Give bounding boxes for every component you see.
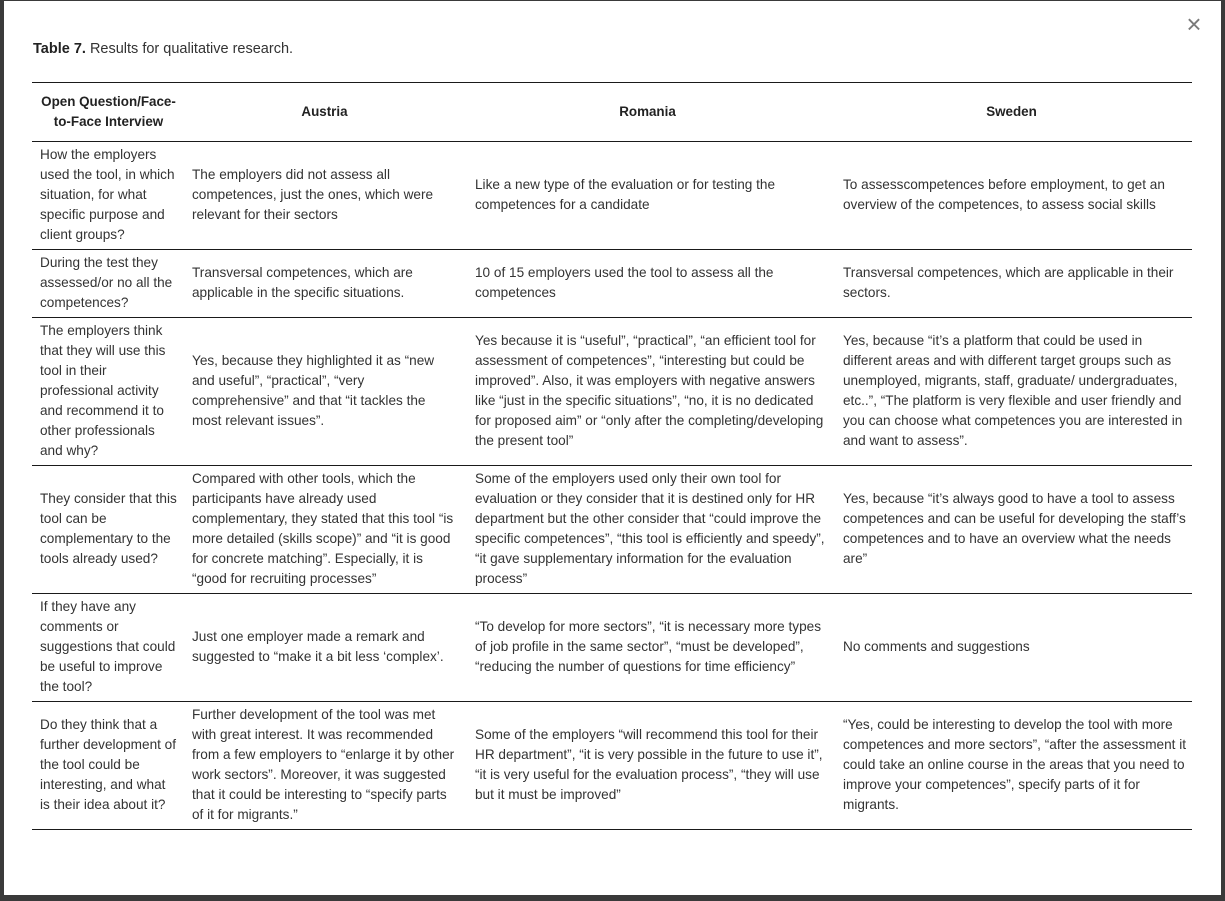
header-romania: Romania — [464, 83, 831, 142]
cell-romania: Yes because it is “useful”, “practical”, “an efficient tool for assessment of competences”, “interesting but could be improved”. Also, it was employers with negative answers like “just in the specific situations”, “no, it is no dedicated for proposed aim” or “only after the completing/developing the present tool” — [464, 318, 831, 466]
close-icon[interactable]: × — [1186, 9, 1202, 39]
cell-romania: Like a new type of the evaluation or for testing the competences for a candidate — [464, 142, 831, 250]
cell-romania: Some of the employers used only their own tool for evaluation or they consider that it is destined only for HR department but the other consider that “could improve the specific competences”, “this tool is efficiently and speedy”, “it gave supplementary information for the evaluation process” — [464, 466, 831, 594]
header-austria: Austria — [185, 83, 464, 142]
cell-question: How the employers used the tool, in which situation, for what specific purpose and client groups? — [32, 142, 185, 250]
header-question: Open Question/Face-to-Face Interview — [32, 83, 185, 142]
cell-romania: Some of the employers “will recommend this tool for their HR department”, “it is very possible in the future to use it”, “it is very useful for the evaluation process”, “they will use but it must be improved” — [464, 702, 831, 830]
table-row — [32, 142, 1192, 250]
cell-romania: 10 of 15 employers used the tool to assess all the competences — [464, 250, 831, 318]
table-row — [32, 318, 1192, 466]
cell-sweden: Yes, because “it’s a platform that could be used in different areas and with different target groups such as unemployed, migrants, staff, graduate/ undergraduates, etc..”, “The platform is very flexible and user friendly and you can choose what competences you are interested in and want to assess”. — [831, 318, 1192, 466]
table-row — [32, 594, 1192, 702]
cell-romania: “To develop for more sectors”, “it is necessary more types of job profile in the same sector”, “must be developed”, “reducing the number of questions for time efficiency” — [464, 594, 831, 702]
table-row — [32, 466, 1192, 594]
cell-sweden: Yes, because “it’s always good to have a tool to assess competences and can be useful for developing the staff’s competences and to have an overview what the needs are” — [831, 466, 1192, 594]
header-sweden: Sweden — [831, 83, 1192, 142]
table-header-row — [32, 83, 1192, 142]
caption-label: Table 7. — [33, 41, 86, 57]
cell-austria: Transversal competences, which are applicable in the specific situations. — [185, 250, 464, 318]
caption-text: Results for qualitative research. — [85, 41, 294, 57]
results-table — [32, 82, 1192, 830]
cell-question: The employers think that they will use this tool in their professional activity and recommend it to other professionals and why? — [32, 318, 185, 466]
cell-question: If they have any comments or suggestions that could be useful to improve the tool? — [32, 594, 185, 702]
table-row — [32, 250, 1192, 318]
table-caption — [33, 41, 293, 57]
cell-austria: Just one employer made a remark and suggested to “make it a bit less ‘complex’. — [185, 594, 464, 702]
cell-austria: Yes, because they highlighted it as “new and useful”, “practical”, “very comprehensive” and that “it tackles the most relevant issues”. — [185, 318, 464, 466]
table-dialog — [4, 1, 1221, 895]
cell-sweden: Transversal competences, which are applicable in their sectors. — [831, 250, 1192, 318]
cell-question: They consider that this tool can be complementary to the tools already used? — [32, 466, 185, 594]
cell-question: Do they think that a further development of the tool could be interesting, and what is their idea about it? — [32, 702, 185, 830]
table-row — [32, 702, 1192, 830]
cell-question: During the test they assessed/or no all the competences? — [32, 250, 185, 318]
cell-sweden: “Yes, could be interesting to develop the tool with more competences and more sectors”, “after the assessment it could take an online course in the areas that you need to improve your competences”, specify parts of it for migrants. — [831, 702, 1192, 830]
cell-austria: The employers did not assess all competences, just the ones, which were relevant for their sectors — [185, 142, 464, 250]
cell-sweden: No comments and suggestions — [831, 594, 1192, 702]
cell-sweden: To assesscompetences before employment, to get an overview of the competences, to assess social skills — [831, 142, 1192, 250]
cell-austria: Compared with other tools, which the participants have already used complementary, they stated that this tool “is more detailed (skills scope)” and “it is good for concrete matching”. Especially, it is “good for recruiting processes” — [185, 466, 464, 594]
cell-austria: Further development of the tool was met with great interest. It was recommended from a few employers to “enlarge it by other work sectors”. Moreover, it was suggested that it could be interesting to “specify parts of it for migrants.” — [185, 702, 464, 830]
